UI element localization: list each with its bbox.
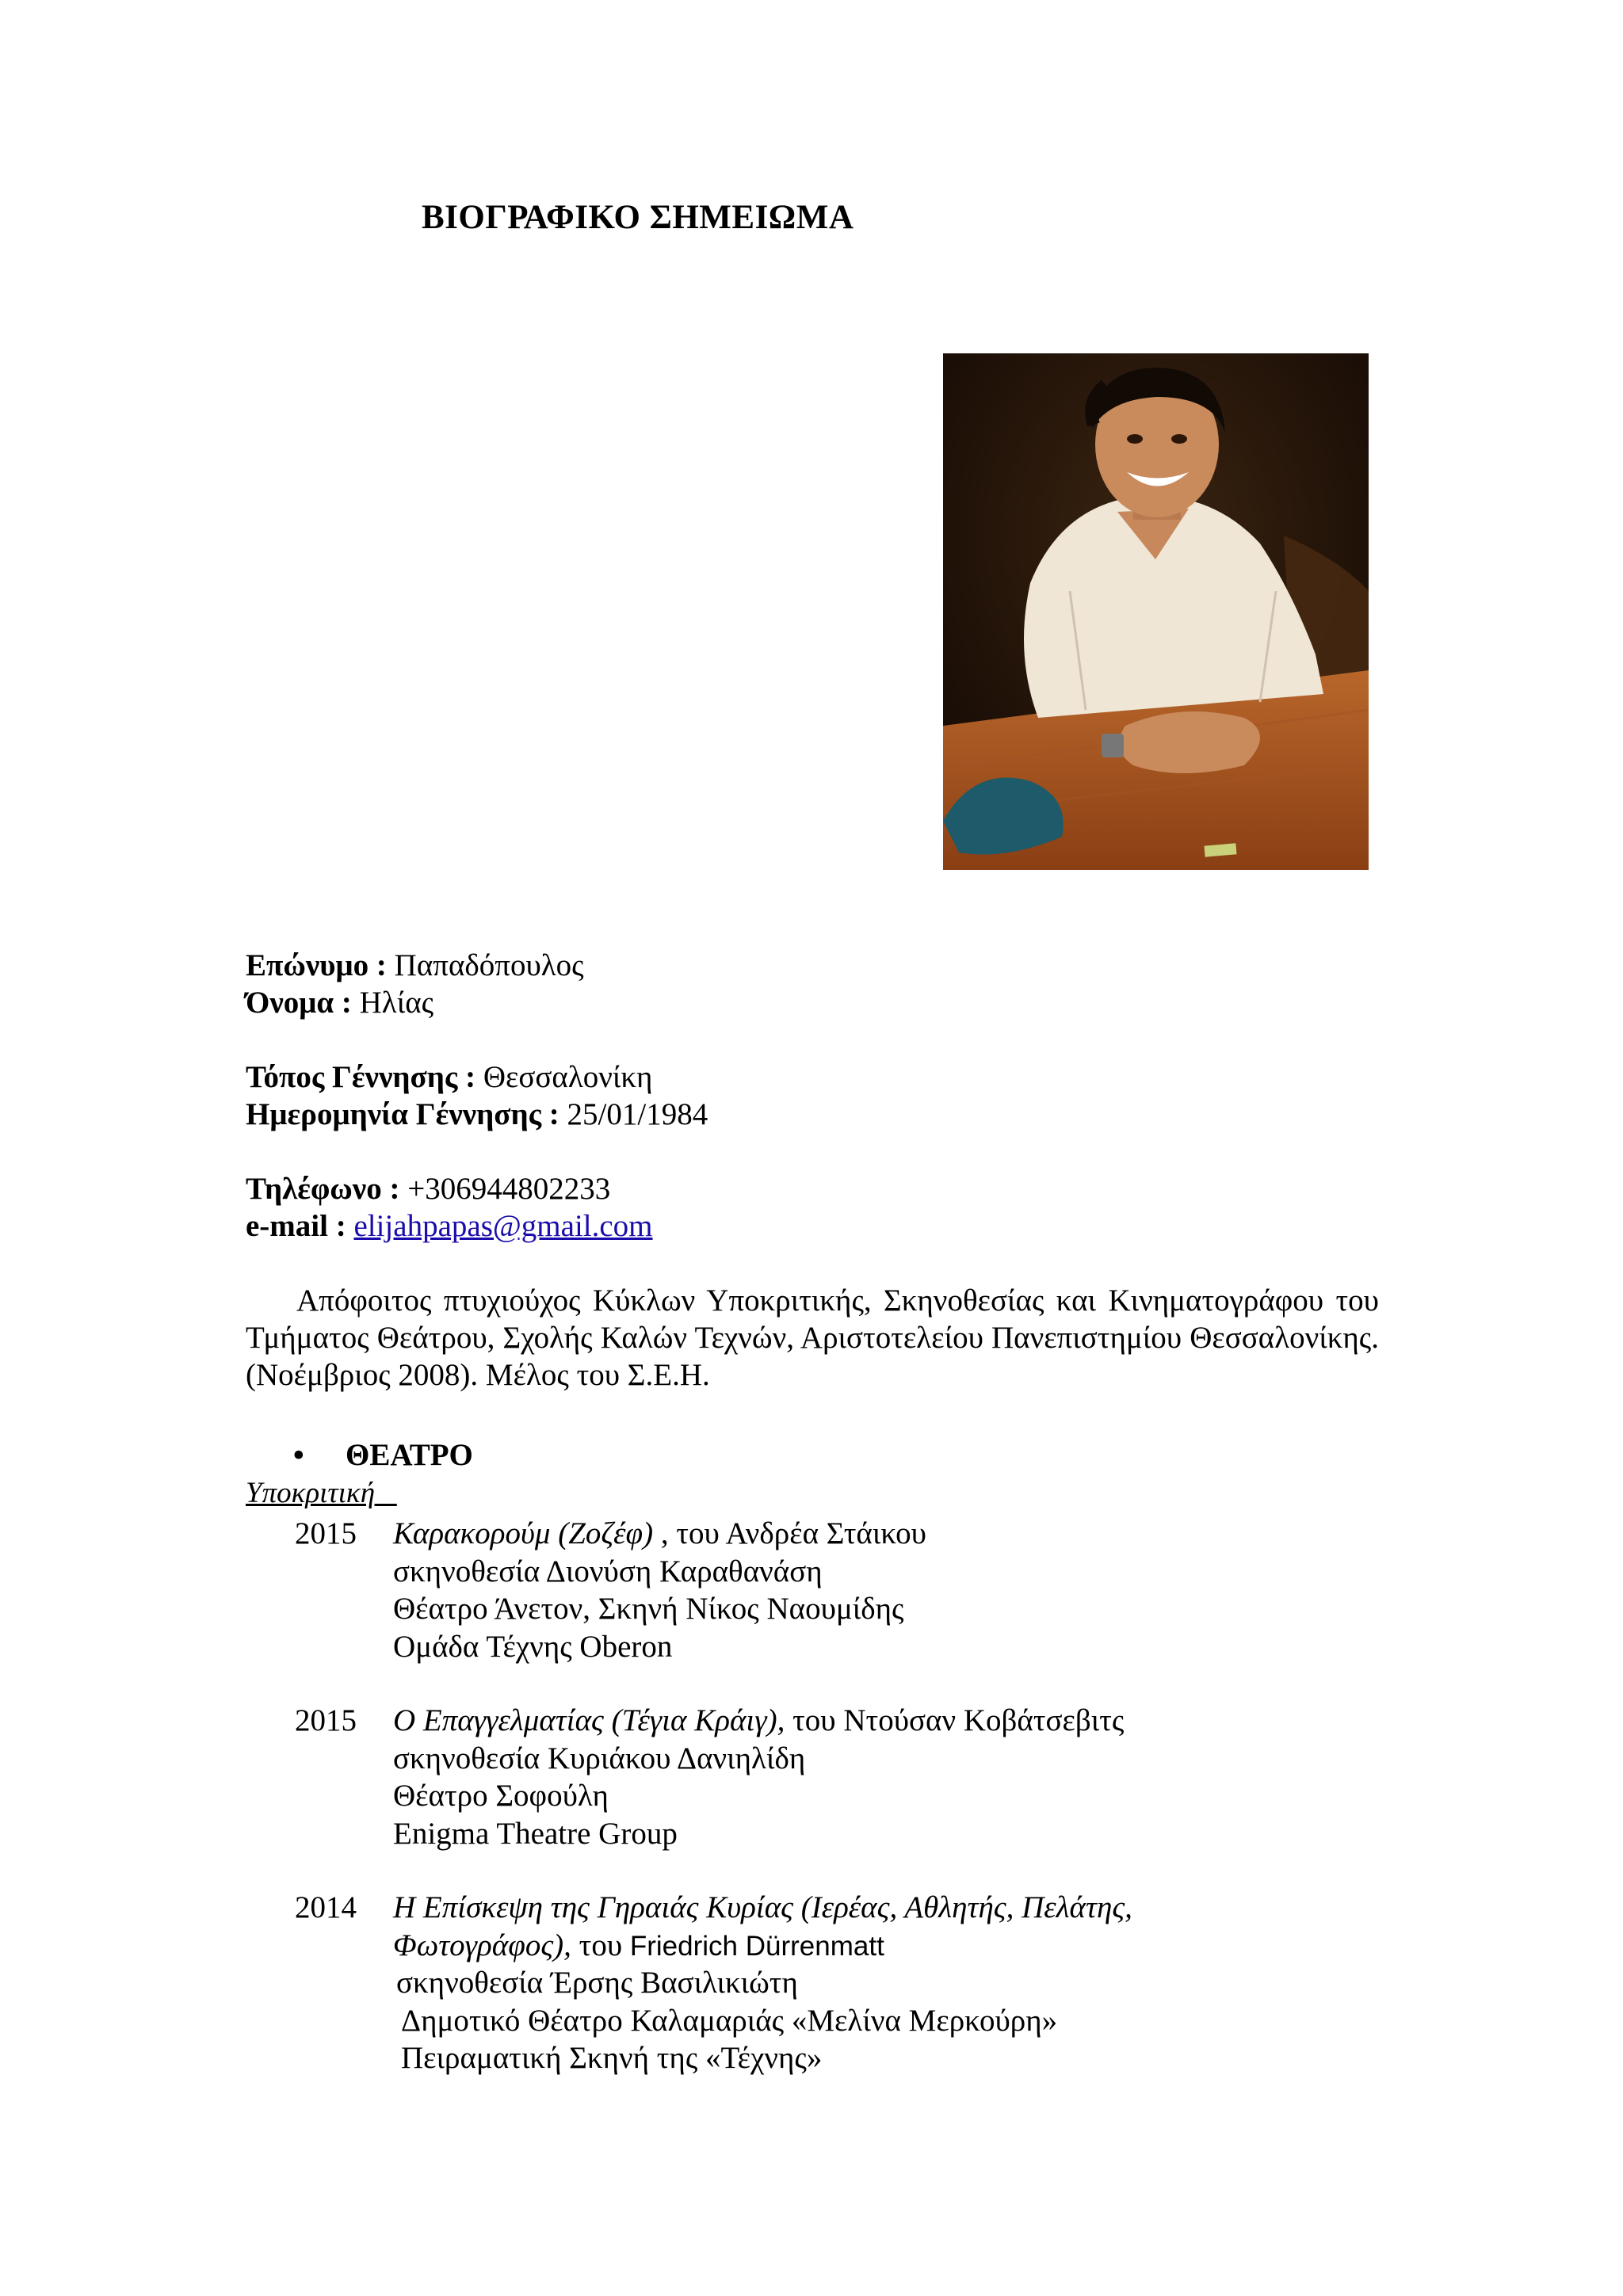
birthdate-row: [246, 1096, 708, 1133]
subsection-title: Υποκριτική: [246, 1477, 376, 1509]
entry-title-line: [393, 1515, 926, 1553]
surname-label: Επώνυμο :: [246, 948, 387, 982]
subsection-acting: [246, 1474, 397, 1512]
entry-director: σκηνοθεσία Κυριάκου Δανιηλίδη: [393, 1741, 806, 1775]
phone-value: +306944802233: [407, 1172, 611, 1206]
entry-venue: Θέατρο Άνετον, Σκηνή Νίκος Ναουμίδης: [393, 1592, 904, 1626]
birthdate-value: 25/01/1984: [567, 1097, 708, 1131]
phone-label: Τηλέφωνο :: [246, 1172, 400, 1206]
entry-title-line-2: [393, 1927, 1132, 1965]
entry-company: Enigma Theatre Group: [393, 1816, 678, 1851]
entry-author: του Ντούσαν Κοβάτσεβιτς: [785, 1703, 1125, 1737]
surname-row: [246, 947, 584, 984]
entry-director: σκηνοθεσία Έρσης Βασιλικιώτη: [396, 1966, 798, 2000]
phone-row: [246, 1170, 610, 1207]
entry-company: Πειραματική Σκηνή της «Τέχνης»: [401, 2041, 823, 2075]
entry-title-line: [393, 1702, 1124, 1740]
email-row: [246, 1207, 653, 1245]
entry-venue: Θέατρο Σοφούλη: [393, 1779, 609, 1813]
entry-work: Ο Επαγγελματίας (Τέγια Κράιγ),: [393, 1703, 785, 1737]
bio-paragraph: [246, 1282, 1379, 1394]
profile-photo: [943, 353, 1369, 870]
entry-author-prefix: του: [571, 1928, 630, 1962]
name-label: Όνομα :: [246, 986, 352, 1020]
entry-work-cont: Φωτογράφος),: [393, 1928, 571, 1962]
entry-year: 2015: [295, 1703, 357, 1737]
section-title: ΘΕΑΤΡΟ: [346, 1438, 473, 1472]
bullet-icon: •: [293, 1438, 304, 1472]
entry-title-line: [393, 1889, 1132, 1927]
entry-author: Friedrich Dürrenmatt: [629, 1930, 884, 1962]
entry-work: Καρακορούμ (Ζοζέφ): [393, 1516, 654, 1550]
surname-value: Παπαδόπουλος: [394, 948, 584, 982]
bio-text: Απόφοιτος πτυχιούχος Κύκλων Υποκριτικής, Σκηνοθεσίας και Κινηματογράφου του Τμήματος Θεάτρου, Σχολής Καλών Τεχνών, Αριστοτελείου Πανεπιστημίου Θεσσαλονίκης.(Νοέμβριος 2008). Μέλος του Σ.Ε.Η.: [246, 1283, 1379, 1392]
email-label: e-mail :: [246, 1209, 346, 1243]
birthplace-row: [246, 1058, 652, 1096]
portrait-image: [943, 353, 1369, 870]
entry-director: σκηνοθεσία Διονύση Καραθανάση: [393, 1554, 823, 1589]
entry-venue: Δημοτικό Θέατρο Καλαμαριάς «Μελίνα Μερκούρη»: [401, 2003, 1058, 2038]
birthplace-label: Τόπος Γέννησης :: [246, 1060, 476, 1094]
entry-author: , του Ανδρέα Στάικου: [653, 1516, 926, 1550]
document-title: ΒΙΟΓΡΑΦΙΚΟ ΣΗΜΕΙΩΜΑ: [422, 199, 854, 236]
birthplace-value: Θεσσαλονίκη: [483, 1060, 653, 1094]
name-value: Ηλίας: [359, 986, 434, 1020]
entry-year: 2014: [295, 1890, 357, 1924]
entry-company: Ομάδα Τέχνης Oberon: [393, 1629, 673, 1664]
entry-year: 2015: [295, 1516, 357, 1550]
email-link[interactable]: elijahpapas@gmail.com: [353, 1209, 653, 1243]
section-theatre: [293, 1436, 473, 1474]
entry-work: Η Επίσκεψη της Γηραιάς Κυρίας (Ιερέας, Αθλητής, Πελάτης,: [393, 1890, 1132, 1924]
name-row: [246, 984, 433, 1021]
birthdate-label: Ημερομηνία Γέννησης :: [246, 1097, 559, 1131]
